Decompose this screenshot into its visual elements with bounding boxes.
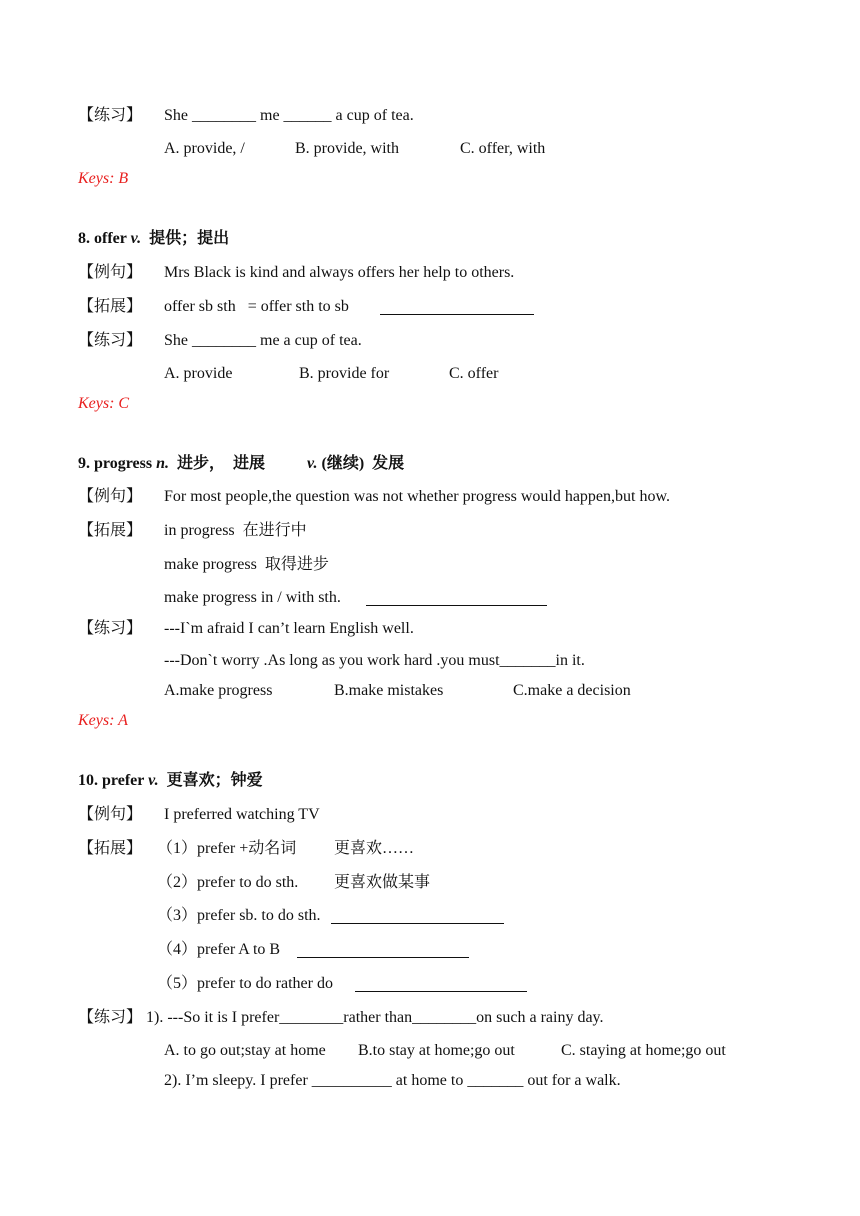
fill-blank-line: [380, 299, 534, 315]
option-b: B. provide, with: [295, 140, 399, 157]
extend-item-4: （4）prefer A to B: [157, 941, 281, 958]
extend-item-1: （1）prefer +动名词: [157, 840, 297, 857]
label-example: 【例句】: [78, 264, 143, 281]
option-a: A. provide, /: [164, 140, 245, 157]
extend-phrase-3: make progress in / with sth.: [164, 589, 341, 606]
label-extend: 【拓展】: [78, 298, 143, 315]
practice-question-1: 1). ---So it is I prefer________rather than________on such a rainy day.: [146, 1009, 604, 1026]
practice-question: She ________ me a cup of tea.: [164, 332, 362, 349]
verb-meaning: (继续) 发展: [317, 455, 405, 472]
option-b: B.to stay at home;go out: [358, 1042, 515, 1059]
option-c: C. offer: [449, 365, 499, 382]
extend-item-3: （3）prefer sb. to do sth.: [157, 907, 321, 924]
entry-meaning: 提供；提出: [141, 230, 230, 247]
entry-meaning: 进步， 进展: [168, 455, 265, 472]
answer-key: Keys: A: [78, 712, 128, 729]
option-c: C. offer, with: [460, 140, 546, 157]
label-example: 【例句】: [78, 806, 143, 823]
extend-item-2: （2）prefer to do sth.: [157, 874, 299, 891]
option-a: A. to go out;stay at home: [164, 1042, 326, 1059]
label-practice: 【练习】: [78, 107, 143, 124]
entry-meaning-verb: [307, 454, 404, 474]
label-practice: 【练习】: [78, 1009, 143, 1026]
entry-heading-offer: [78, 229, 229, 249]
example-sentence: For most people,the question was not whether progress would happen,but how.: [164, 488, 670, 505]
extend-item-2-meaning: 更喜欢做某事: [334, 874, 431, 891]
dialogue-line-2: ---Don`t worry .As long as you work hard .you must_______in it.: [164, 652, 585, 669]
example-sentence: Mrs Black is kind and always offers her help to others.: [164, 264, 515, 281]
label-example: 【例句】: [78, 488, 143, 505]
extend-item-5: （5）prefer to do rather do: [157, 975, 333, 992]
answer-key: Keys: B: [78, 170, 129, 187]
answer-key: Keys: C: [78, 395, 130, 412]
part-of-speech: v.: [130, 230, 142, 247]
option-c: C.make a decision: [513, 682, 631, 699]
extend-item-1-meaning: 更喜欢……: [334, 840, 415, 857]
option-a: A. provide: [164, 365, 233, 382]
entry-word: 9. progress: [78, 455, 157, 472]
part-of-speech: v.: [307, 455, 318, 472]
entry-heading-prefer: [78, 771, 263, 791]
practice-question-2: 2). I’m sleepy. I prefer __________ at home to _______ out for a walk.: [164, 1072, 621, 1089]
fill-blank-line: [297, 942, 469, 958]
part-of-speech: n.: [156, 455, 169, 472]
fill-blank-line: [366, 590, 547, 606]
extend-phrase-2: make progress 取得进步: [164, 556, 329, 573]
option-b: B.make mistakes: [334, 682, 444, 699]
option-b: B. provide for: [299, 365, 390, 382]
extend-phrase-1: in progress 在进行中: [164, 522, 307, 539]
part-of-speech: v.: [148, 772, 159, 789]
dialogue-line-1: ---I`m afraid I can’t learn English well.: [164, 620, 414, 637]
label-extend: 【拓展】: [78, 522, 143, 539]
option-a: A.make progress: [164, 682, 273, 699]
extend-phrase: offer sb sth = offer sth to sb: [164, 298, 349, 315]
fill-blank-line: [355, 976, 527, 992]
entry-heading-progress: [78, 454, 265, 474]
example-sentence: I preferred watching TV: [164, 806, 320, 823]
option-c: C. staying at home;go out: [561, 1042, 726, 1059]
label-practice: 【练习】: [78, 332, 143, 349]
entry-word: 10. prefer: [78, 772, 149, 789]
entry-meaning: 更喜欢；钟爱: [158, 772, 263, 789]
fill-blank-line: [331, 908, 504, 924]
entry-word: 8. offer: [78, 230, 131, 247]
label-extend: 【拓展】: [78, 840, 143, 857]
label-practice: 【练习】: [78, 620, 143, 637]
practice-question: She ________ me ______ a cup of tea.: [164, 107, 414, 124]
